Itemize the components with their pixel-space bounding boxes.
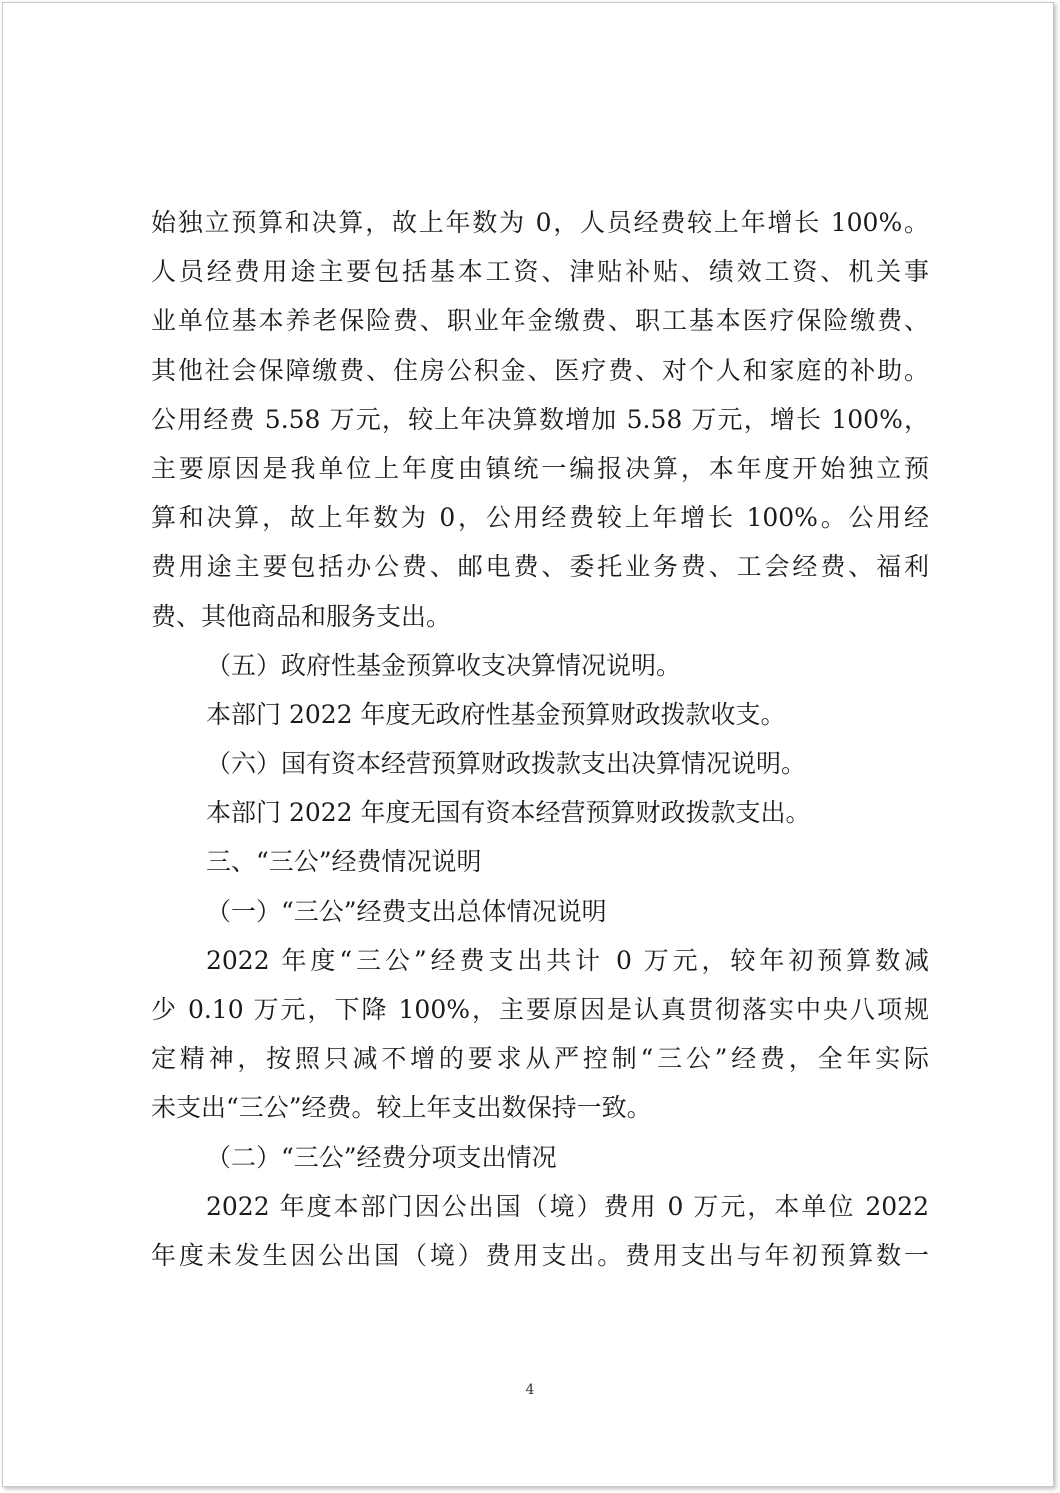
text-line: 本部门 2022 年度无政府性基金预算财政拨款收支。 — [206, 699, 786, 729]
text-line: 始独立预算和决算，故上年数为 0，人员经费较上年增长 100%。 — [151, 208, 929, 237]
document-body — [151, 198, 929, 1280]
text-line: 公用经费 5.58 万元，较上年决算数增加 5.58 万元，增长 100%， — [151, 404, 929, 434]
text-line: 业单位基本养老保险费、职业年金缴费、职工基本医疗保险缴费、 — [151, 306, 929, 336]
text-line: 未支出“三公”经费。较上年支出数保持一致。 — [151, 1093, 652, 1123]
text-line: 本部门 2022 年度无国有资本经营预算财政拨款支出。 — [206, 798, 811, 828]
section-heading: （一）“三公”经费支出总体情况说明 — [206, 896, 607, 926]
section-heading: 三、“三公”经费情况说明 — [206, 847, 482, 877]
section-heading: （五）政府性基金预算收支决算情况说明。 — [206, 650, 682, 680]
text-line: 主要原因是我单位上年度由镇统一编报决算，本年度开始独立预 — [151, 453, 929, 483]
text-line: 费、其他商品和服务支出。 — [151, 601, 452, 631]
text-line: 2022 年度“三公”经费支出共计 0 万元，较年初预算数减 — [206, 945, 929, 975]
section-heading: （六）国有资本经营预算财政拨款支出决算情况说明。 — [206, 749, 807, 779]
text-line: 2022 年度本部门因公出国（境）费用 0 万元，本单位 2022 — [206, 1191, 929, 1221]
text-line: 少 0.10 万元，下降 100%，主要原因是认真贯彻落实中央八项规 — [151, 995, 929, 1024]
document-page — [2, 2, 1054, 1487]
text-line: 人员经费用途主要包括基本工资、津贴补贴、绩效工资、机关事 — [151, 257, 929, 287]
text-line: 其他社会保障缴费、住房公积金、医疗费、对个人和家庭的补助。 — [151, 355, 929, 385]
text-line: 年度未发生因公出国（境）费用支出。费用支出与年初预算数一 — [151, 1240, 929, 1270]
page-number: 4 — [525, 1382, 535, 1398]
text-line: 算和决算，故上年数为 0，公用经费较上年增长 100%。公用经 — [151, 503, 929, 533]
text-line: 定精神，按照只减不增的要求从严控制“三公”经费，全年实际 — [151, 1044, 929, 1074]
section-heading: （二）“三公”经费分项支出情况 — [206, 1142, 557, 1172]
text-line: 费用途主要包括办公费、邮电费、委托业务费、工会经费、福利 — [151, 552, 929, 582]
